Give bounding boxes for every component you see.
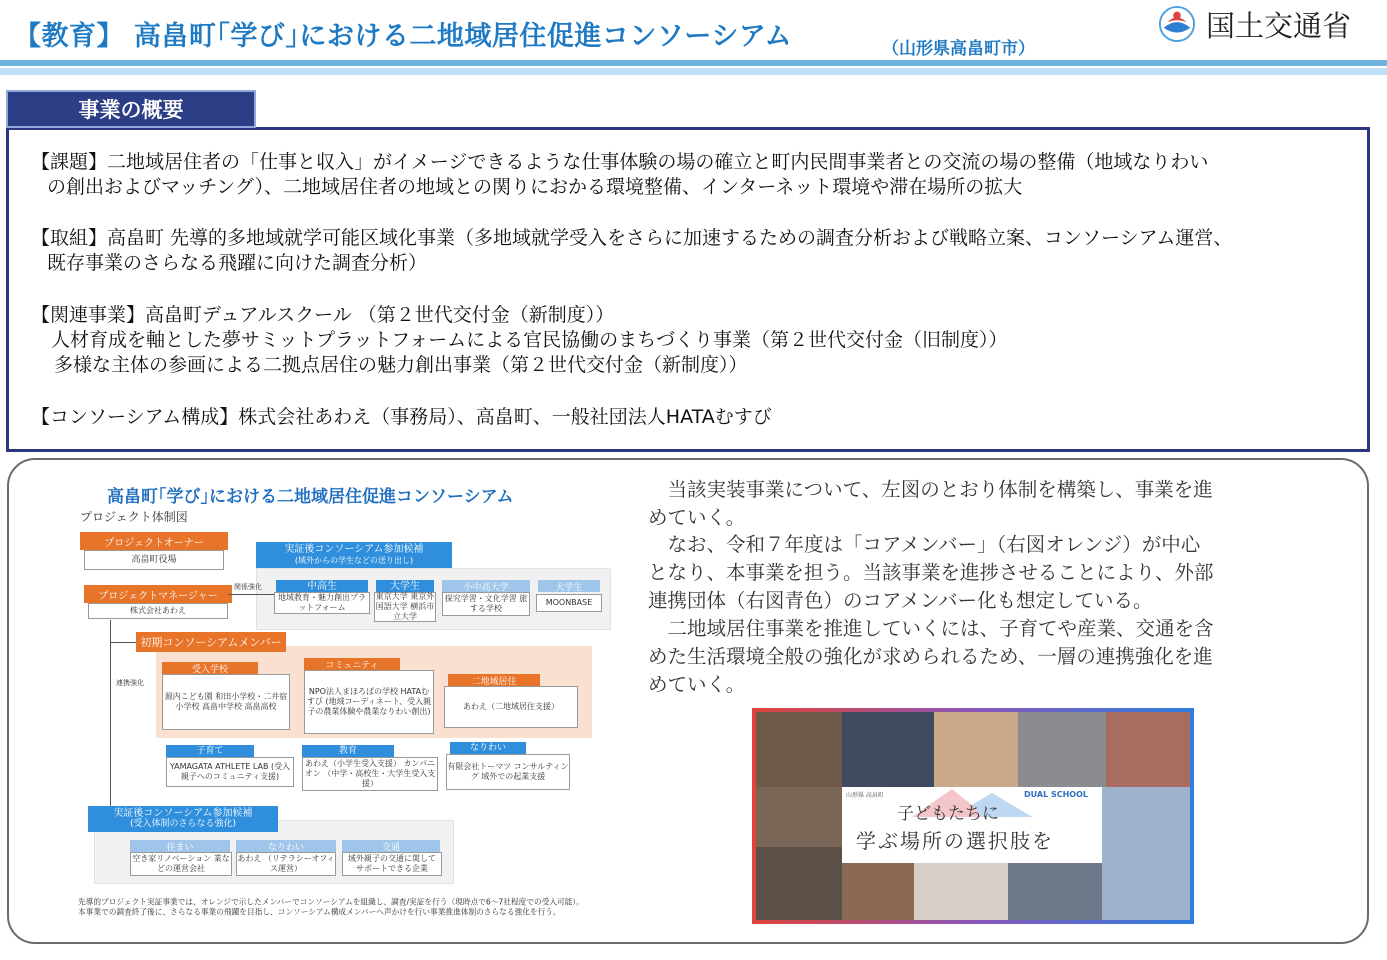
candidates-title: 実証後コンソーシアム参加候補	[284, 544, 424, 555]
post-candidates-label	[88, 806, 278, 832]
candidate-value-3: 探究学習・文化学習 旅する学校	[442, 592, 530, 616]
post-candidates-title: 実証後コンソーシアム参加候補	[113, 808, 253, 819]
overview-tab: 事業の概要	[6, 90, 256, 128]
overview-action-line1: 【取組】高畠町 先導的多地域就学可能区域化事業（多地域就学受入をさらに加速するための調査分析および戦略立案、コンソーシアム運営、	[31, 227, 1233, 249]
description-line-2: めていく。	[648, 506, 746, 529]
photo-tile	[842, 712, 934, 787]
connector-initial	[110, 642, 136, 643]
member-tag-3: 二地域居住	[448, 674, 540, 686]
member2-value-3: 有限会社トーマツ コンサルティング 域外での起業支援	[446, 754, 570, 790]
manager-label: プロジェクトマネージャー	[84, 585, 232, 603]
member2-tag-3: なりわい	[450, 742, 526, 754]
owner-label: プロジェクトオーナー	[80, 532, 228, 550]
photo-tile	[756, 847, 842, 920]
candidates-subtitle: (域外からの学生などの送り出し)	[294, 556, 414, 565]
description-line-8: めていく。	[648, 673, 746, 696]
post-candidates-subtitle: (受入体制のさらなる強化)	[129, 819, 237, 829]
post-tag-2: なりわい	[236, 840, 336, 852]
connector-vertical	[110, 620, 111, 820]
description-line-7: めた生活環境全般の強化が求められるため、一層の連携強化を進	[648, 645, 1213, 668]
owner-value: 高畠町役場	[84, 550, 224, 570]
header-rule-light	[0, 68, 1387, 75]
collage-headline-1: 子どもたちに	[897, 804, 999, 824]
overview-issue-line1: 【課題】二地域居住者の「仕事と収入」がイメージできるような仕事体験の場の確立と町内民間事業者との交流の場の整備（地域なりわい	[31, 151, 1209, 173]
project-structure-diagram	[70, 470, 630, 930]
post-value-2: あわえ （リテラシーオフィス運営）	[236, 852, 336, 876]
description-line-4: となり、本事業を担う。当該事業を進捗させることにより、外部	[648, 561, 1214, 584]
photo-tile	[1018, 712, 1106, 787]
member2-tag-1: 子育て	[166, 745, 254, 757]
post-tag-1: 住まい	[130, 840, 230, 852]
page-title: 【教育】 高畠町｢学び｣における二地域居住促進コンソーシアム	[14, 21, 792, 52]
collage-town: 山形県 高畠町	[846, 792, 884, 799]
ministry-name: 国土交通省	[1206, 8, 1352, 43]
candidate-tag-3: 小中高大学	[442, 580, 530, 592]
description-line-3: なお、令和７年度は「コアメンバー」（右図オレンジ）が中心	[648, 533, 1201, 556]
post-value-3: 域外親子の交通に関して サポートできる企業	[342, 852, 442, 876]
photo-tile	[1008, 863, 1102, 920]
manager-value: 株式会社あわえ	[88, 603, 228, 619]
page-header	[0, 0, 1387, 78]
photo-tile	[914, 863, 1008, 920]
member-value-3: あわえ（二地域居住支援）	[444, 686, 578, 728]
post-tag-3: 交通	[342, 840, 440, 852]
overview-related-line3: 多様な主体の参画による二拠点居住の魅力創出事業（第２世代交付金（新制度））	[54, 354, 748, 376]
candidate-value-4: MOONBASE	[536, 594, 602, 612]
overview-box	[6, 127, 1370, 452]
member2-value-2: あわえ（小学生受入支援） カンパニオン （中学・高校生・大学生受入支援）	[302, 757, 438, 791]
ministry-brand	[1158, 4, 1351, 44]
description-line-6: 二地域居住事業を推進していくには、子育てや産業、交通を含	[648, 617, 1214, 640]
mlit-logo-icon	[1158, 5, 1196, 43]
link-label: 連携強化	[116, 679, 144, 687]
description-line-5: 連携団体（右図青色）のコアメンバー化も想定している。	[648, 589, 1153, 612]
collage-brand: DUAL SCHOOL	[1024, 790, 1088, 799]
photo-tile	[842, 863, 914, 920]
overview-action-line2: 既存事業のさらなる飛躍に向けた調査分析）	[47, 252, 428, 274]
post-value-1: 空き家リノベーション 業などの運営会社	[130, 852, 232, 876]
side-label: 関係強化	[234, 583, 262, 591]
header-rule	[0, 60, 1387, 66]
candidate-tag-1: 中高生	[276, 580, 368, 592]
overview-related-line1: 【関連事業】高畠町デュアルスクール （第２世代交付金（新制度））	[31, 304, 615, 326]
photo-tile	[1102, 787, 1194, 920]
initial-members-label: 初期コンソーシアムメンバー	[136, 632, 286, 652]
candidate-value-2: 東京大学 東京外国語大学 横浜市立大学	[375, 592, 435, 621]
collage-headline-2: 学ぶ場所の選択肢を	[856, 829, 1054, 853]
page-location: （山形県高畠町市）	[882, 39, 1035, 59]
member-tag-1: 受入学校	[162, 662, 258, 674]
member-tag-2: コミュニティ	[304, 658, 400, 670]
candidate-tag-2: 大学生	[376, 580, 434, 592]
candidates-label	[256, 542, 452, 568]
member-value-1: 源内こども園 和田小学校・二井宿小学校 高畠中学校 高畠高校	[162, 674, 290, 730]
overview-related-line2: 人材育成を軸とした夢サミットプラットフォームによる官民協働のまちづくり事業（第２世代交付金（旧制度））	[51, 329, 1008, 351]
connector-candidates	[228, 594, 274, 595]
diagram-title: 高畠町｢学び｣における二地域居住促進コンソーシアム	[107, 487, 514, 507]
member2-value-1: YAMAGATA ATHLETE LAB (受入親子へのコミュニティ支援)	[166, 757, 294, 787]
overview-consortium-line: 【コンソーシアム構成】株式会社あわえ（事務局）、高畠町、一般社団法人HATAむすび	[31, 406, 772, 428]
diagram-subtitle: プロジェクト体制図	[80, 510, 188, 524]
photo-tile	[934, 712, 1018, 787]
photo-collage	[752, 708, 1194, 924]
member-value-2: NPO法人まほろばの学校 HATAむすび (地域コーディネート、受入親子の農業体験や農業なりわい創出)	[304, 670, 434, 734]
candidate-tag-4: 大学生	[538, 580, 600, 592]
overview-issue-line2: の創出およびマッチング）、二地域居住者の地域との関りにおかる環境整備、インターネット環境や滞在場所の拡大	[47, 176, 1023, 198]
member2-tag-2: 教育	[302, 745, 394, 757]
photo-tile	[1106, 712, 1194, 787]
photo-tile	[756, 787, 842, 847]
candidate-value-1: 地域教育・魅力創出プラットフォーム	[274, 592, 370, 614]
diagram-footnote-2: 本事業での調査終了後に、さらなる事業の飛躍を目指し、コンソーシアム構成メンバーへ声かけを行い事業推進体制のさらなる強化を行う。	[78, 907, 561, 917]
diagram-footnote-1: 先導的プロジェクト実証事業では、オレンジで示したメンバーでコンソーシアムを組織し、調査/実証を行う（現時点で6〜7社程度での受入可能）。	[78, 897, 584, 907]
description-line-1: 当該実装事業について、左図のとおり体制を構築し、事業を進	[648, 478, 1213, 501]
photo-tile	[756, 712, 842, 787]
